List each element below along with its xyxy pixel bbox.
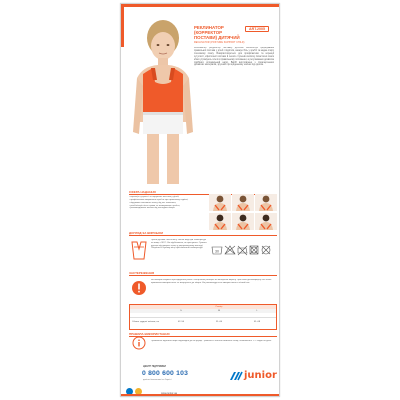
size-s: S <box>180 310 182 312</box>
product-leaflet <box>120 3 280 397</box>
list-item: • профілактика викривлень хребта при тривалому сидінні; <box>129 198 189 201</box>
junior-logo-mark-icon <box>229 369 243 383</box>
corrector-illustration <box>129 239 149 261</box>
list-item: • реабілітація після травм та захворювань хребта; <box>129 204 180 207</box>
list-item: • рекомендовано носити під наглядом лікаря. <box>129 207 176 210</box>
top-accent-bar <box>121 4 279 7</box>
brand-name: junior <box>244 370 277 381</box>
care-text: Прати ручним способом у теплій воді при температурі не вище +30°C. Не відбілювати, не прасувати. Сушити далеко від джерел тепла у розправленому вигляді. Зберігати в сухому місці при кімнатній температурі. <box>151 239 207 250</box>
warning-heading: ЗАСТЕРЕЖЕННЯ <box>129 271 277 276</box>
indications-list <box>129 196 207 228</box>
product-description: Реклинатор (корректор постави) дитячий забезпечує формування правильної постави у дітей і підлітків, знижує біль у хребті та надає опору плечовому поясу. Використовується для профілактики та корекції сутулості, кіфотичної постави й легких ступенів сколіозу. Еластичні пояси м'яко утримують плечі в правильному положенні, а регулювання дозволяє підібрати оптимальний натяг. Виріб виготовлено з гіпоалергенних дихаючих матеріалів, зручний при щоденному носінні під одягом. <box>194 47 274 67</box>
value-l: 61–68 <box>253 320 261 323</box>
product-subtitle: RECLINATOR (POSTURE SUPPORT CHILD) <box>194 42 245 44</box>
list-item: • підтримка плечового поясу під час навчання; <box>129 201 177 204</box>
row-label: Обхват грудної клітини, см <box>132 320 160 323</box>
size-table-sizes <box>130 309 276 313</box>
svg-text:30: 30 <box>215 249 219 254</box>
article-badge: ART.2005 <box>245 26 269 32</box>
size-header-label: Розмір <box>215 306 223 308</box>
child-photo <box>129 12 195 190</box>
size-m: M <box>218 310 220 312</box>
support-center-label: ЦЕНТР ПІДТРИМКИ <box>143 365 166 368</box>
side-accent-bar <box>121 7 124 47</box>
junior-logo <box>229 368 277 384</box>
warning-icon <box>131 280 147 296</box>
warning-text: Не використовувати при відкритих ранах і алергічних реакціях на матеріали виробу. При появі дискомфорту або болю припинити використання та звернутися до лікаря. Не рекомендується використання в нічний час. <box>151 279 272 284</box>
usage-text: Правильно одягайте виріб відповідно до інструкції. Тривалість носіння визначає лікар, починаючи з 1–2 годин на день. <box>151 340 272 342</box>
usage-heading: ПРАВИЛА ВИКОРИСТАННЯ <box>129 332 277 337</box>
usage-photos <box>209 194 277 230</box>
size-table <box>129 304 277 330</box>
size-l: L <box>256 310 258 312</box>
value-m: 51–60 <box>215 320 223 323</box>
indications-heading: СФЕРА НАДАННЯ <box>129 190 277 195</box>
bottom-accent-bar <box>121 394 279 396</box>
support-note: дзвінки безкоштовні по Україні <box>143 379 172 381</box>
product-title: РЕКЛИНАТОР (КОРРЕКТОР ПОСТАВИ) ДИТЯЧИЙ <box>194 25 240 40</box>
list-item: • корекція сутулості та порушень постави у дітей; <box>129 196 180 198</box>
table-row <box>130 317 276 325</box>
care-symbols <box>211 244 277 256</box>
support-phone[interactable]: 0 800 600 103 <box>142 370 189 377</box>
value-s: 42–50 <box>177 320 185 323</box>
info-icon <box>131 334 147 350</box>
care-heading: ДОГЛЯД ЗА ВИРОБОМ <box>129 231 277 236</box>
